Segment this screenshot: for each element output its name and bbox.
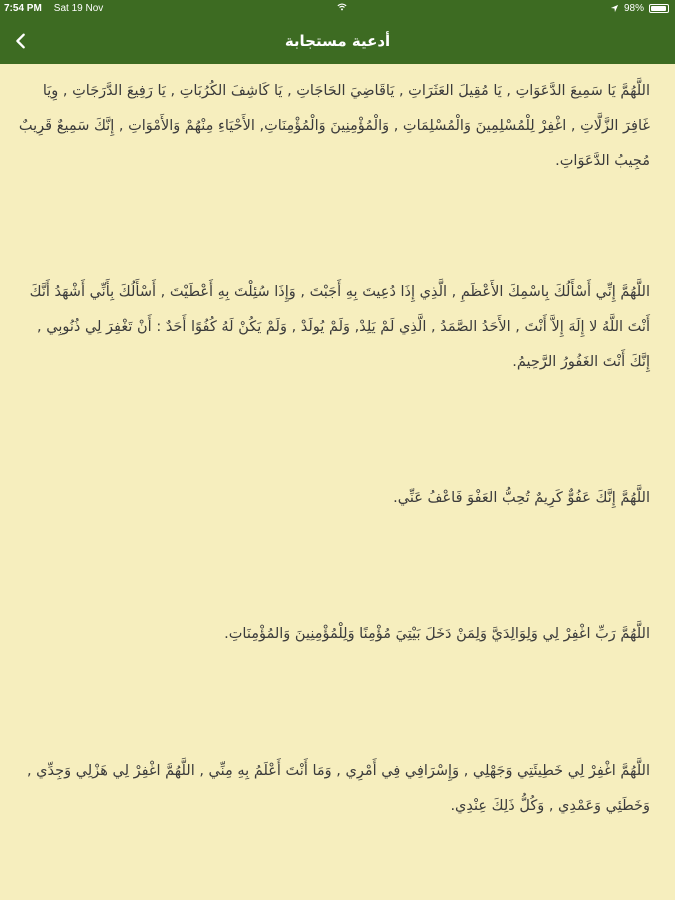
status-bar — [0, 0, 675, 18]
dua-item: اللَّهُمَّ إِنَّكَ عَفُوٌّ كَرِيمٌ تُحِبُّ العَفْوَ فَاعْفُ عَنِّي. — [393, 490, 650, 506]
nav-bar — [0, 18, 675, 64]
status-date: Sat 19 Nov — [53, 3, 104, 14]
dua-item: اللَّهُمَّ يَا سَمِيعَ الدَّعَوَاتِ , يَا مُقِيلَ العَثَرَاتِ , يَاقَاضِيَ الحَاجَاتِ , يَا كَاشِفَ الكُرُبَاتِ , يَا رَفِيعَ الدَّرَجَاتِ , وِيَا غَافِرَ الزَّلَّاتِ , اغْفِرْ لِلْمُسْلِمِينَ وَالْمُسْلِمَاتِ , وَالْمُؤْمِنِينَ وَالْمُؤْمِنَاتِ, الأَحْيَاءِ مِنْهُمْ وَالأَمْوَاتِ , إِنَّكَ سَمِيعٌ قَرِيبٌ مُجِيبُ الدَّعَوَاتِ. — [18, 83, 650, 169]
status-time: 7:54 PM — [4, 3, 42, 14]
battery-percent: 98% — [623, 3, 644, 14]
dua-list[interactable] — [0, 64, 675, 900]
location-icon — [610, 4, 619, 13]
page-title: أدعية مستجابة — [284, 32, 391, 50]
dua-item: اللَّهُمَّ رَبِّ اغْفِرْ لِي وَلِوَالِدَيَّ وَلِمَنْ دَخَلَ بَيْتِيَ مُؤْمِنًا وَلِلْمُؤْمِنِينَ وَالمُؤْمِنَاتِ. — [224, 626, 650, 642]
dua-item: اللَّهُمَّ اغْفِرْ لِي خَطِيئَتِي وَجَهْلِي , وَإِسْرَافِي فِي أَمْرِي , وَمَا أَنْتَ أَعْلَمُ بِهِ مِنِّي , اللَّهُمَّ اغْفِرْ لِي هَزْلِي وَجِدِّي , وَخَطَئِي وَعَمْدِي , وَكُلُّ ذَلِكَ عِنْدِي. — [26, 763, 650, 814]
status-left — [4, 3, 103, 14]
wifi-icon — [337, 3, 347, 14]
battery-icon — [649, 4, 669, 13]
dua-item: اللَّهُمَّ إِنِّي أَسْأَلُكَ بِاسْمِكَ الأَعْظَمِ , الَّذِي إِذَا دُعِيتَ بِهِ أَجَبْتَ , وَإِذَا سُئِلْتَ بِهِ أَعْطَيْتَ , أَسْأَلُكَ بِأَنِّي أَشْهَدُ أَنَّكَ أَنْتَ اللَّهُ لا إِلَهَ إِلاَّ أَنْتَ , الأَحَدُ الصَّمَدُ , الَّذِي لَمْ يَلِدْ, وَلَمْ يُولَدْ , وَلَمْ يَكُنْ لَهُ كُفُوًا أَحَدٌ : أَنْ تَغْفِرَ لِي ذُنُوبِي , إِنَّكَ أَنْتَ الغَفُورُ الرَّحِيمُ. — [29, 284, 650, 370]
status-right — [610, 3, 669, 14]
